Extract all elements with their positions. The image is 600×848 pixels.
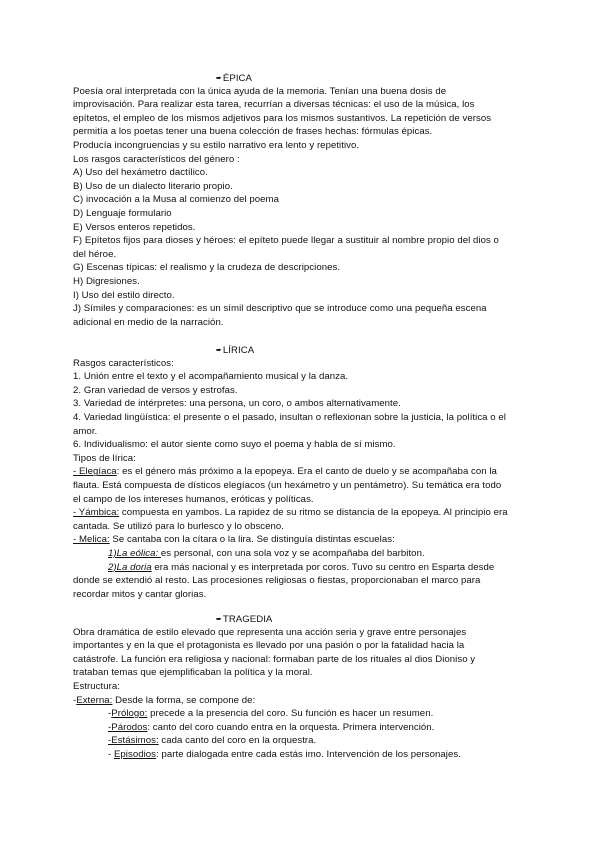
- text-segment: 4. Variedad lingüística: el presente o el pasado, insultan o reflexionan sobre la justicia, la política o el: [73, 412, 506, 423]
- text-line: [73, 317, 224, 329]
- text-line: [108, 548, 425, 560]
- section-heading: [216, 613, 272, 626]
- text-line: [73, 358, 174, 370]
- text-segment: recordar mitos y cantar glorias.: [73, 588, 207, 600]
- text-line: [73, 154, 240, 166]
- text-line: [73, 412, 506, 424]
- text-line: [73, 589, 206, 601]
- text-segment: F) Epítetos fijos para dioses y héroes: el epíteto puede llegar a sustituir al nombre propio del dios o: [73, 235, 499, 247]
- text-line: [73, 507, 508, 519]
- text-segment: adicional en medio de la narración.: [73, 316, 224, 328]
- text-segment: Tipos de lírica:: [73, 452, 136, 464]
- text-line: [73, 385, 238, 397]
- text-line: [73, 167, 208, 179]
- text-segment: era más nacional y es interpretada por coros. Tuvo su centro en Esparta desde: [151, 561, 495, 573]
- text-segment: B) Uso de un dialecto literario propio.: [73, 180, 233, 192]
- underlined-term: -Párodos: [108, 721, 148, 733]
- text-line: [73, 276, 140, 288]
- text-line: [73, 371, 348, 383]
- text-segment: Desde la forma, se compone de:: [112, 694, 256, 706]
- text-segment: 3. Variedad de intérpretes: una persona, un coro, o ambos alternativamente.: [73, 398, 401, 410]
- underlined-term: - Yámbica:: [73, 507, 120, 519]
- text-segment: amor.: [73, 425, 98, 437]
- arrow-bullet-icon: ➨: [216, 74, 222, 82]
- text-segment: Rasgos característicos:: [73, 357, 174, 369]
- text-line: [73, 667, 313, 679]
- text-segment: es personal, con una sola voz y se acompañaba del barbiton.: [160, 548, 425, 559]
- text-line: [73, 140, 359, 152]
- text-segment: cantada. Se utilizó para lo burlesco y lo obsceno.: [73, 520, 285, 532]
- underlined-term: 1)La eólica:: [108, 548, 161, 559]
- text-line: [73, 654, 475, 666]
- text-segment: -: [108, 749, 114, 760]
- text-line: [73, 235, 499, 247]
- text-line: [108, 562, 494, 574]
- text-segment: 6. Individualismo: el autor siente como suyo el poema y habla de sí mismo.: [73, 439, 396, 451]
- text-segment: D) Lenguaje formulario: [73, 208, 172, 219]
- text-segment: C) invocación a la Musa al comienzo del poema: [73, 194, 279, 206]
- text-segment: permitía a los poetas tener una buena colección de frases hechas: fórmulas épicas.: [73, 126, 433, 138]
- text-line: [73, 627, 466, 639]
- text-line: [73, 303, 487, 315]
- text-line: [73, 249, 116, 261]
- text-segment: Los rasgos característicos del género :: [73, 153, 240, 165]
- text-line: [73, 426, 97, 438]
- text-segment: Se cantaba con la cítara o la lira. Se distinguía distintas escuelas:: [109, 534, 395, 546]
- text-line: [73, 181, 233, 193]
- text-segment: epítetos, el empleo de los mismos adjetivos para los mismos sustantivos. La repetición de versos: [73, 112, 492, 124]
- underlined-term: Prólogo:: [111, 708, 148, 720]
- text-line: [73, 439, 396, 451]
- section-title: ÉPICA: [222, 73, 252, 84]
- text-segment: importantes y en la que el protagonista es llevado por una pasión o por la fatalidad hacia la: [73, 640, 465, 652]
- text-segment: Estructura:: [73, 681, 120, 692]
- text-segment: flauta. Está compuesta de dísticos elegíacos (un hexámetro y un pentámetro). Su temática era todo: [73, 480, 502, 491]
- section-title: TRAGEDIA: [222, 614, 273, 625]
- text-segment: cada canto del coro en la orquestra.: [158, 735, 317, 747]
- arrow-bullet-icon: ➨: [216, 346, 222, 354]
- text-line: [73, 534, 395, 546]
- text-segment: Poesía oral interpretada con la única ayuda de la memoria. Tenían una buena dosis de: [73, 85, 447, 97]
- text-segment: I) Uso del estilo directo.: [73, 289, 175, 301]
- text-line: [73, 398, 401, 410]
- text-segment: Producía incongruencias y su estilo narrativo era lento y repetitivo.: [73, 140, 360, 151]
- arrow-bullet-icon: ➨: [216, 615, 222, 623]
- text-segment: donde se extendió al resto. Las procesiones religiosas o fiestas, proporcionaban el marco para: [73, 575, 481, 587]
- text-segment: catástrofe. La función era religiosa y nacional: formaban parte de los rituales al dios Dioniso y: [73, 653, 476, 665]
- text-segment: E) Versos enteros repetidos.: [73, 221, 196, 233]
- text-segment: 2. Gran variedad de versos y estrofas.: [73, 384, 238, 396]
- section-heading: [216, 72, 252, 85]
- text-line: [73, 222, 195, 234]
- text-segment: : es el género más próximo a la epopeya. Era el canto de duelo y se acompañaba con la: [116, 466, 497, 478]
- text-line: [108, 749, 461, 761]
- section-heading: [216, 344, 254, 357]
- text-line: [73, 99, 475, 111]
- text-line: [108, 722, 434, 734]
- text-segment: A) Uso del hexámetro dactílico.: [73, 167, 208, 179]
- underlined-term: Externa:: [76, 694, 113, 706]
- text-line: [73, 86, 446, 98]
- text-segment: precede a la presencia del coro. Su función es hacer un resumen.: [147, 708, 434, 720]
- text-segment: del héroe.: [73, 248, 117, 260]
- underlined-term: 2)La doria: [108, 561, 152, 573]
- text-line: [73, 453, 136, 465]
- text-line: [73, 521, 284, 533]
- underlined-term: - Elegíaca: [73, 466, 117, 478]
- text-line: [73, 494, 314, 506]
- text-segment: G) Escenas típicas: el realismo y la crudeza de descripciones.: [73, 262, 341, 274]
- text-line: [108, 735, 316, 747]
- text-line: [73, 695, 255, 707]
- text-segment: Obra dramática de estilo elevado que representa una acción seria y grave entre personajes: [73, 626, 467, 638]
- underlined-term: -Estásimos:: [108, 735, 159, 747]
- section-title: LÍRICA: [222, 345, 255, 356]
- text-line: [73, 681, 120, 693]
- text-segment: improvisación. Para realizar esta tarea, recurrían a diversas técnicas: el uso de la música, los: [73, 99, 475, 111]
- text-line: [73, 262, 340, 274]
- text-line: [73, 575, 480, 587]
- text-segment: : parte dialogada entre cada estás imo. Intervención de los personajes.: [156, 749, 461, 760]
- text-segment: -: [108, 708, 112, 720]
- text-segment: 1. Unión entre el texto y el acompañamiento musical y la danza.: [73, 371, 349, 383]
- text-line: [73, 466, 497, 478]
- text-segment: H) Digresiones.: [73, 276, 140, 287]
- text-line: [73, 290, 175, 302]
- text-line: [73, 208, 172, 220]
- text-segment: : canto del coro cuando entra en la orquesta. Primera intervención.: [147, 721, 435, 733]
- text-line: [73, 126, 432, 138]
- text-segment: el campo de los intereses humanos, eróticas y políticas.: [73, 493, 314, 505]
- underlined-term: Episodios: [113, 749, 157, 760]
- text-segment: -: [73, 694, 77, 706]
- text-line: [73, 480, 501, 492]
- text-line: [73, 113, 491, 125]
- text-segment: compuesta en yambos. La rapidez de su ritmo se distancia de la epopeya. Al principio era: [119, 507, 508, 519]
- text-line: [73, 194, 279, 206]
- underlined-term: - Melica:: [73, 534, 110, 546]
- text-line: [73, 640, 464, 652]
- text-line: [108, 708, 433, 720]
- text-segment: trataban temas que ejemplificaban la política y la moral.: [73, 667, 313, 679]
- text-segment: J) Símiles y comparaciones: es un símil descriptivo que se introduce como una pequeña escena: [73, 303, 487, 315]
